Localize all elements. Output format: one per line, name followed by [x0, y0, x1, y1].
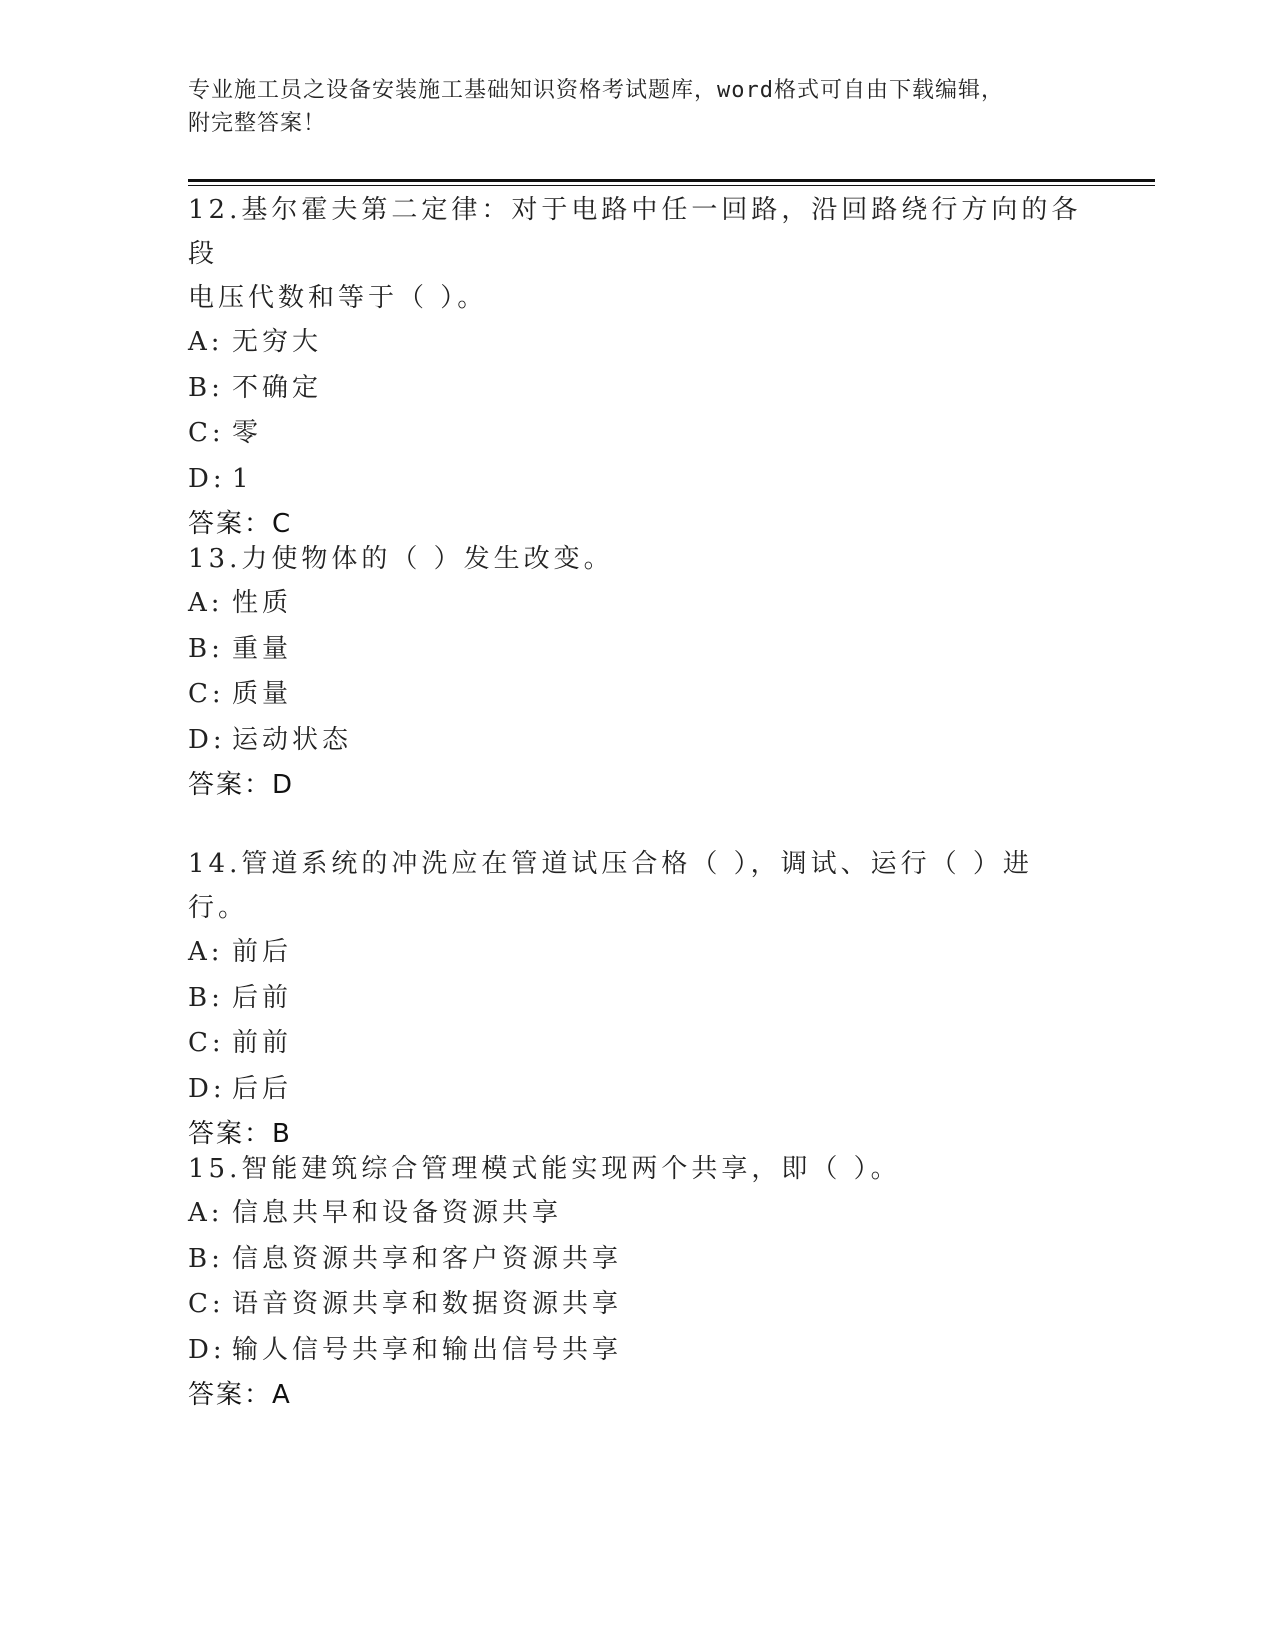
option-a	[188, 320, 1088, 366]
option-key: D:	[188, 1334, 226, 1365]
option-text: 信息共早和设备资源共享	[232, 1198, 563, 1228]
option-b	[188, 366, 1088, 412]
option-key: A:	[188, 1198, 224, 1228]
option-c	[188, 672, 1088, 718]
answer-line: 答案：D	[188, 770, 295, 800]
option-text: 性质	[232, 588, 293, 618]
question-12	[188, 188, 1088, 547]
header-divider-thick	[188, 179, 1155, 182]
document-header	[188, 74, 1068, 140]
option-a	[188, 581, 1088, 627]
header-line-1: 专业施工员之设备安装施工基础知识资格考试题库，word格式可自由下载编辑，	[188, 78, 1004, 103]
option-b	[188, 976, 1088, 1022]
header-divider-thin	[188, 185, 1155, 186]
option-d	[188, 1067, 1088, 1113]
option-text: 语音资源共享和数据资源共享	[232, 1289, 623, 1319]
option-key: B:	[188, 1243, 224, 1274]
option-b	[188, 1237, 1088, 1283]
option-key: B:	[188, 633, 224, 664]
question-stem-line-1: 12.基尔霍夫第二定律：对于电路中任一回路，沿回路绕行方向的各段	[188, 195, 1082, 269]
option-key: C:	[188, 418, 225, 448]
option-a	[188, 930, 1088, 976]
answer-line: 答案：B	[188, 1119, 292, 1149]
question-stem	[188, 842, 1088, 930]
option-b	[188, 627, 1088, 673]
option-list	[188, 581, 1088, 763]
question-stem-line-1: 13.力使物体的（ ）发生改变。	[188, 544, 614, 574]
option-text: 前前	[232, 1028, 293, 1058]
question-stem	[188, 1147, 1088, 1191]
option-key: A:	[188, 327, 224, 357]
option-key: A:	[188, 937, 224, 967]
option-text: 质量	[232, 679, 293, 709]
option-text: 后前	[232, 982, 293, 1013]
answer-line: 答案：C	[188, 509, 293, 539]
option-c	[188, 1021, 1088, 1067]
option-list	[188, 930, 1088, 1112]
option-text: 无穷大	[232, 327, 323, 357]
option-key: C:	[188, 1028, 225, 1058]
question-stem-line-1: 15.智能建筑综合管理模式能实现两个共享，即（ ）。	[188, 1154, 901, 1184]
option-key: B:	[188, 372, 224, 403]
option-d	[188, 1328, 1088, 1374]
option-c	[188, 411, 1088, 457]
question-14	[188, 842, 1088, 1157]
option-key: C:	[188, 679, 225, 709]
option-text: 1	[232, 463, 253, 494]
header-line-2: 附完整答案！	[188, 111, 327, 136]
option-d	[188, 457, 1088, 503]
option-a	[188, 1191, 1088, 1237]
option-text: 零	[232, 418, 263, 448]
option-text: 输人信号共享和输出信号共享	[232, 1334, 623, 1365]
option-key: C:	[188, 1289, 225, 1319]
question-stem-line-1: 14.管道系统的冲洗应在管道试压合格（ ），调试、运行（ ）进行。	[188, 849, 1033, 923]
option-key: A:	[188, 588, 224, 618]
option-text: 后后	[232, 1073, 293, 1104]
question-13	[188, 537, 1088, 808]
option-text: 重量	[232, 633, 293, 664]
option-list	[188, 320, 1088, 502]
question-stem	[188, 188, 1088, 320]
option-text: 运动状态	[232, 724, 353, 755]
option-d	[188, 718, 1088, 764]
option-key: D:	[188, 724, 226, 755]
option-list	[188, 1191, 1088, 1373]
option-text: 前后	[232, 937, 293, 967]
option-text: 信息资源共享和客户资源共享	[232, 1243, 623, 1274]
option-key: D:	[188, 1073, 226, 1104]
option-text: 不确定	[232, 372, 323, 403]
option-key: D:	[188, 463, 226, 494]
question-15	[188, 1147, 1088, 1418]
option-key: B:	[188, 982, 224, 1013]
answer-line: 答案：A	[188, 1380, 292, 1410]
option-c	[188, 1282, 1088, 1328]
question-stem	[188, 537, 1088, 581]
question-stem-line-2: 电压代数和等于（ ）。	[188, 283, 488, 313]
